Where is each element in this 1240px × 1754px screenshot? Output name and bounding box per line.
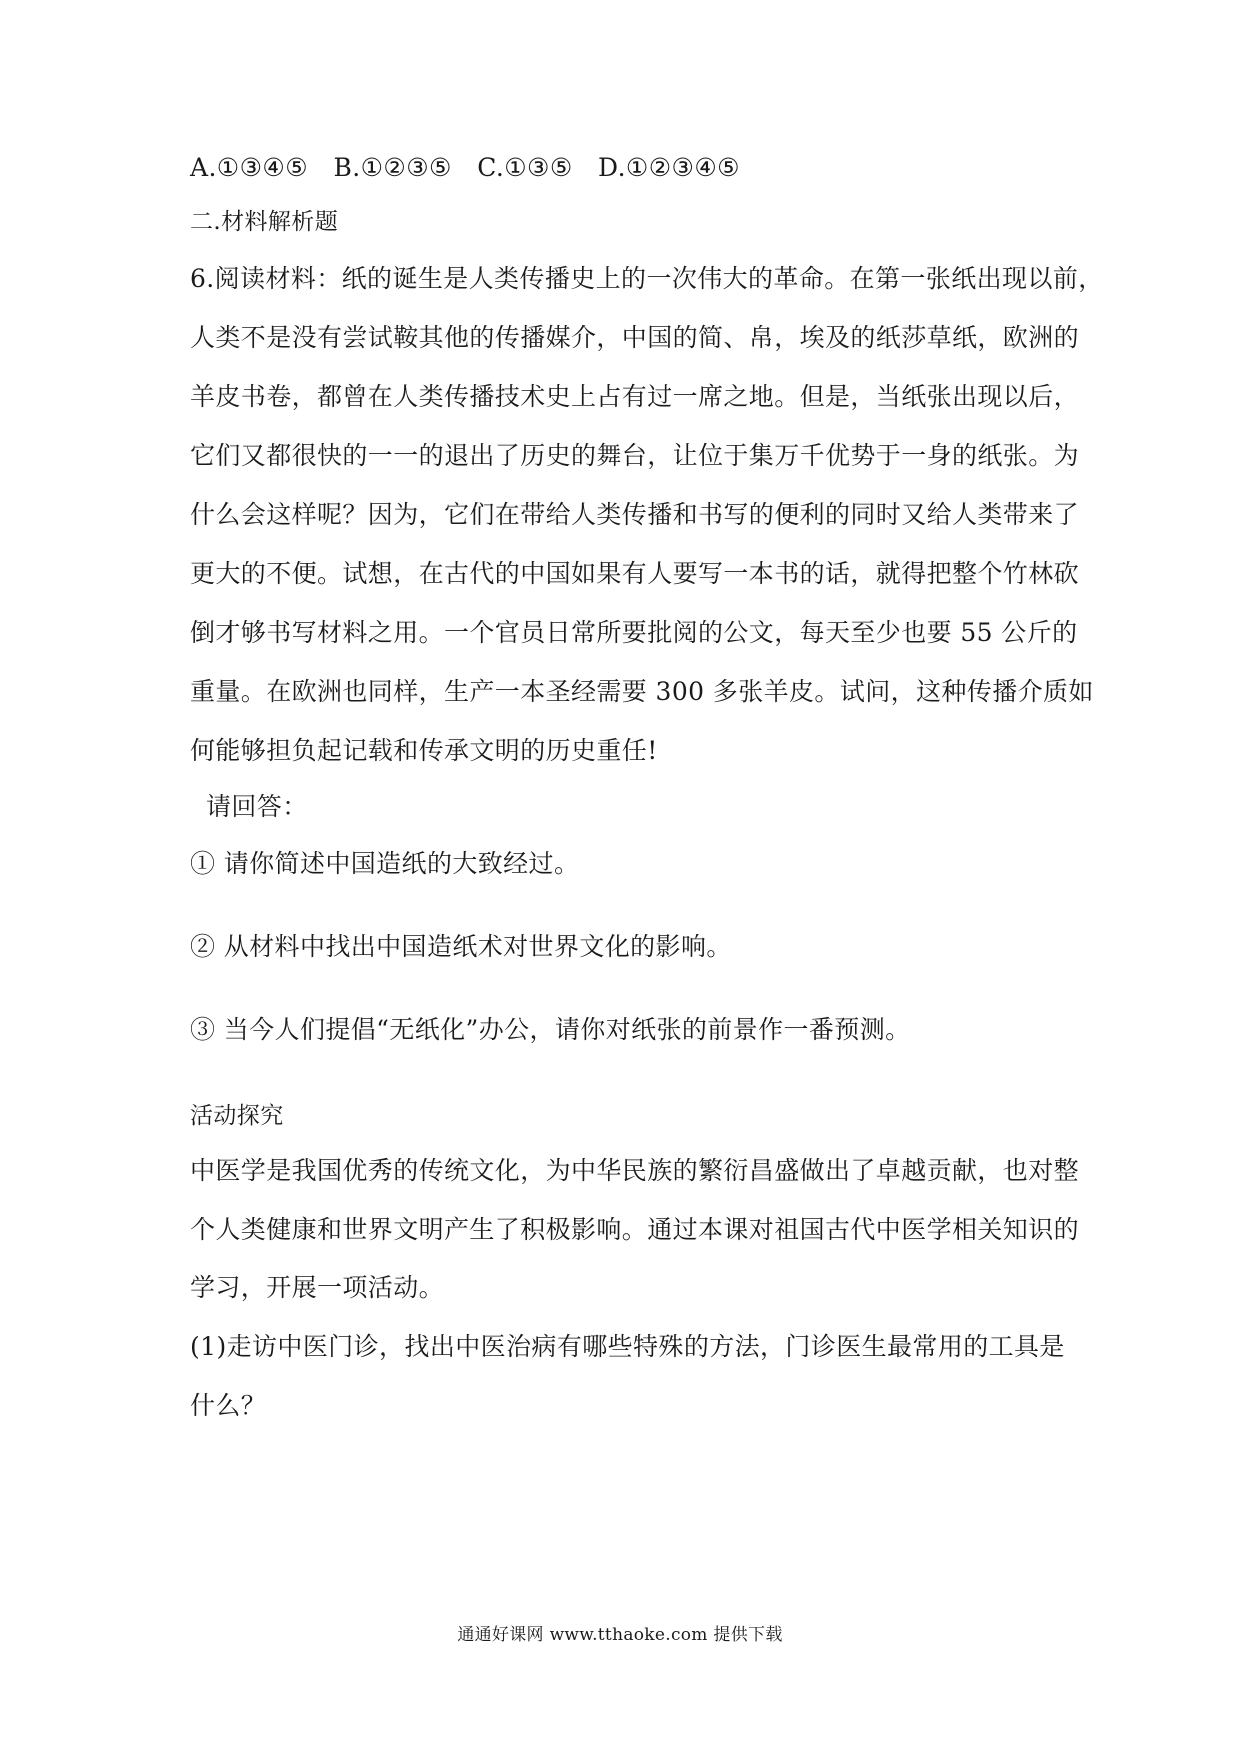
question-6-line: 更大的不便。试想，在古代的中国如果有人要写一本书的话，就得把整个竹林砍 [190,559,1080,588]
question-6-line: 人类不是没有尝试鞍其他的传播媒介，中国的简、帛，埃及的纸莎草纸，欧洲的 [190,323,1080,352]
activity-text-line: 个人类健康和世界文明产生了积极影响。通过本课对祖国古代中医学相关知识的 [190,1215,1080,1244]
activity-question-1-line: 什么？ [190,1391,267,1420]
question-6-line: 它们又都很快的一一的退出了历史的舞台，让位于集万千优势于一身的纸张。为 [190,441,1080,470]
activity-heading: 活动探究 [190,1103,284,1129]
answer-options: A.①③④⑤ B.①②③⑤ C.①③⑤ D.①②③④⑤ [190,153,740,182]
activity-text-line: 学习，开展一项活动。 [190,1273,445,1302]
question-6-line: 6.阅读材料：纸的诞生是人类传播史上的一次伟大的革命。在第一张纸出现以前， [190,264,1104,293]
question-6-line: 羊皮书卷，都曾在人类传播技术史上占有过一席之地。但是，当纸张出现以后， [190,382,1080,411]
sub-question-2: ② 从材料中找出中国造纸术对世界文化的影响。 [190,932,732,961]
question-6-line: 重量。在欧洲也同样，生产一本圣经需要 300 多张羊皮。试问，这种传播介质如 [190,677,1094,706]
question-6-line: 什么会这样呢？因为，它们在带给人类传播和书写的便利的同时又给人类带来了 [190,500,1080,529]
sub-question-1: ① 请你简述中国造纸的大致经过。 [190,849,580,878]
answer-prompt: 请回答： [206,792,308,821]
activity-text-line: 中医学是我国优秀的传统文化，为中华民族的繁衍昌盛做出了卓越贡献，也对整 [190,1156,1080,1185]
question-6-line: 何能够担负起记载和传承文明的历史重任! [190,736,658,765]
page-footer: 通通好课网 www.tthaoke.com 提供下载 [457,1625,783,1645]
section-heading: 二.材料解析题 [190,209,339,235]
sub-question-3: ③ 当今人们提倡“无纸化”办公，请你对纸张的前景作一番预测。 [190,1015,911,1044]
question-6-line: 倒才够书写材料之用。一个官员日常所要批阅的公文，每天至少也要 55 公斤的 [190,618,1078,647]
activity-question-1-line: (1)走访中医门诊，找出中医治病有哪些特殊的方法，门诊医生最常用的工具是 [190,1332,1065,1361]
